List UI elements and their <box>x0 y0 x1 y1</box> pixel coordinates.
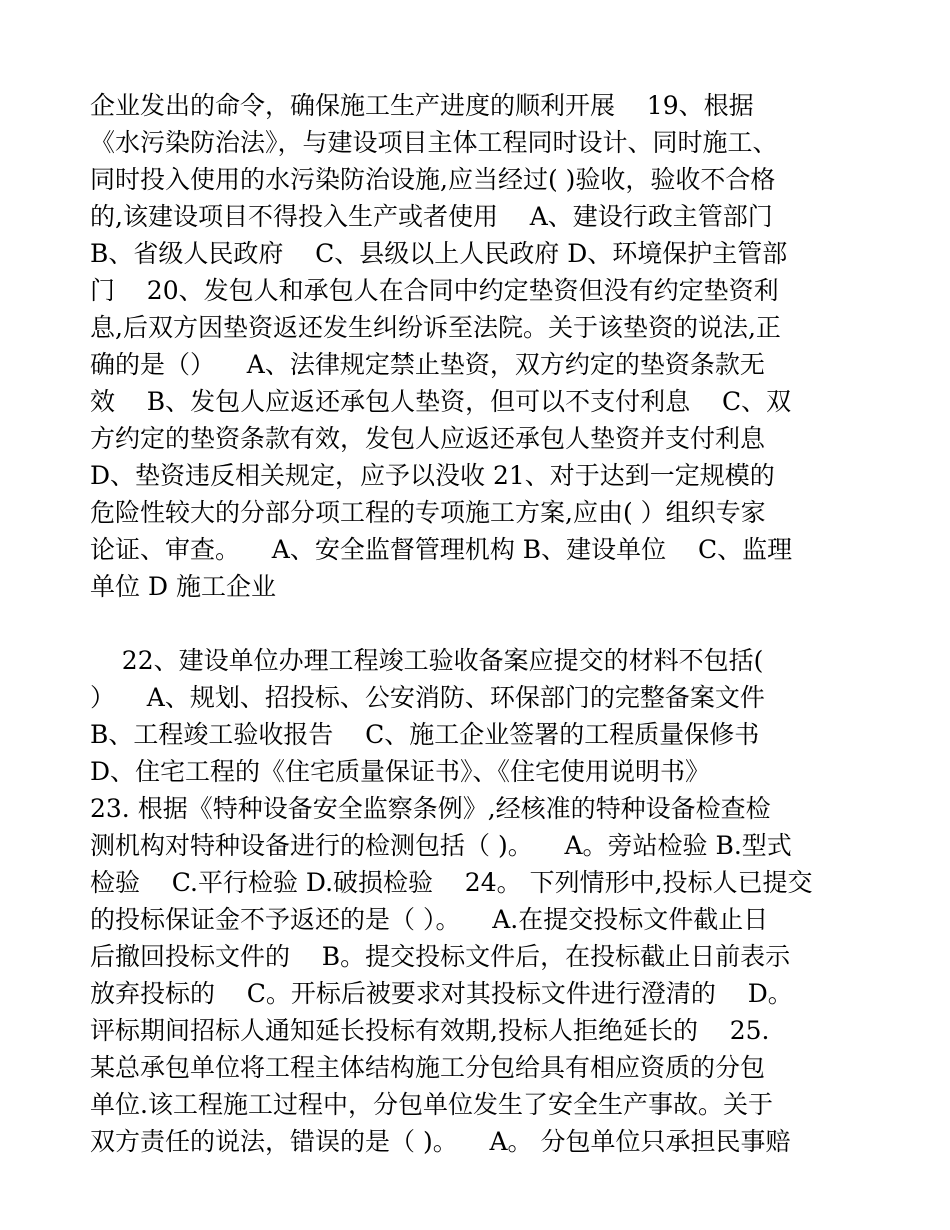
text-line: 检验 C.平行检验 D.破损检验 24。 下列情形中,投标人已提交 <box>90 868 813 897</box>
text-line: D、住宅工程的《住宅质量保证书》、《住宅使用说明书》 <box>90 757 711 786</box>
text-line: 确的是（） A、法律规定禁止垫资，双方约定的垫资条款无 <box>90 350 765 379</box>
text-line: 危险性较大的分部分项工程的专项施工方案,应由( ）组织专家 <box>90 498 766 527</box>
text-line: 单位.该工程施工过程中，分包单位发生了安全生产事故。关于 <box>90 1090 773 1119</box>
text-line: 测机构对特种设备进行的检测包括（ )。 A。旁站检验 B.型式 <box>90 831 792 860</box>
text-line: D、垫资违反相关规定，应予以没收 21、对于达到一定规模的 <box>90 461 775 490</box>
text-line: 的投标保证金不予返还的是（ ）。 A.在提交投标文件截止日 <box>90 905 769 934</box>
text-line: 企业发出的命令，确保施工生产进度的顺利开展 19、根据 <box>90 91 754 120</box>
text-line: 23. 根据《特种设备安全监察条例》,经核准的特种设备检查检 <box>90 794 771 823</box>
text-line: 论证、审查。 A、安全监督管理机构 B、建设单位 C、监理 <box>90 535 793 564</box>
text-line: 某总承包单位将工程主体结构施工分包给具有相应资质的分包 <box>90 1053 766 1082</box>
text-line: 放弃投标的 C。开标后被要求对其投标文件进行澄清的 D。 <box>90 979 793 1008</box>
text-line: 同时投入使用的水污染防治设施,应当经过( )验收，验收不合格 <box>90 165 776 194</box>
text-line: 门 20、发包人和承包人在合同中约定垫资但没有约定垫资利 <box>90 276 779 305</box>
text-line: 息,后双方因垫资返还发生纠纷诉至法院。关于该垫资的说法,正 <box>90 313 781 342</box>
text-line: B、工程竣工验收报告 C、施工企业签署的工程质量保修书 <box>90 720 760 749</box>
text-line: 双方责任的说法，错误的是（ )。 A。 分包单位只承担民事赔 <box>90 1127 791 1156</box>
text-line: 评标期间招标人通知延长投标有效期,投标人拒绝延长的 25. <box>90 1016 770 1045</box>
text-line: 后撤回投标文件的 B。提交投标文件后，在投标截止日前表示 <box>90 942 791 971</box>
text-line: ） A、规划、招投标、公安消防、环保部门的完整备案文件 <box>90 683 765 712</box>
text-line: 效 B、发包人应返还承包人垫资，但可以不支付利息 C、双 <box>90 387 792 416</box>
paragraph-questions-19-21 <box>90 87 870 605</box>
text-line: 22、建设单位办理工程竣工验收备案应提交的材料不包括( <box>90 646 764 675</box>
paragraph-questions-22-25 <box>90 642 870 1160</box>
text-line: 单位 D 施工企业 <box>90 572 276 601</box>
text-line: 方约定的垫资条款有效，发包人应返还承包人垫资并支付利息 <box>90 424 766 453</box>
text-line: B、省级人民政府 C、县级以上人民政府 D、环境保护主管部 <box>90 239 788 268</box>
text-line: 《水污染防治法》，与建设项目主体工程同时设计、同时施工、 <box>90 128 778 157</box>
text-line: 的,该建设项目不得投入生产或者使用 A、建设行政主管部门 <box>90 202 773 231</box>
